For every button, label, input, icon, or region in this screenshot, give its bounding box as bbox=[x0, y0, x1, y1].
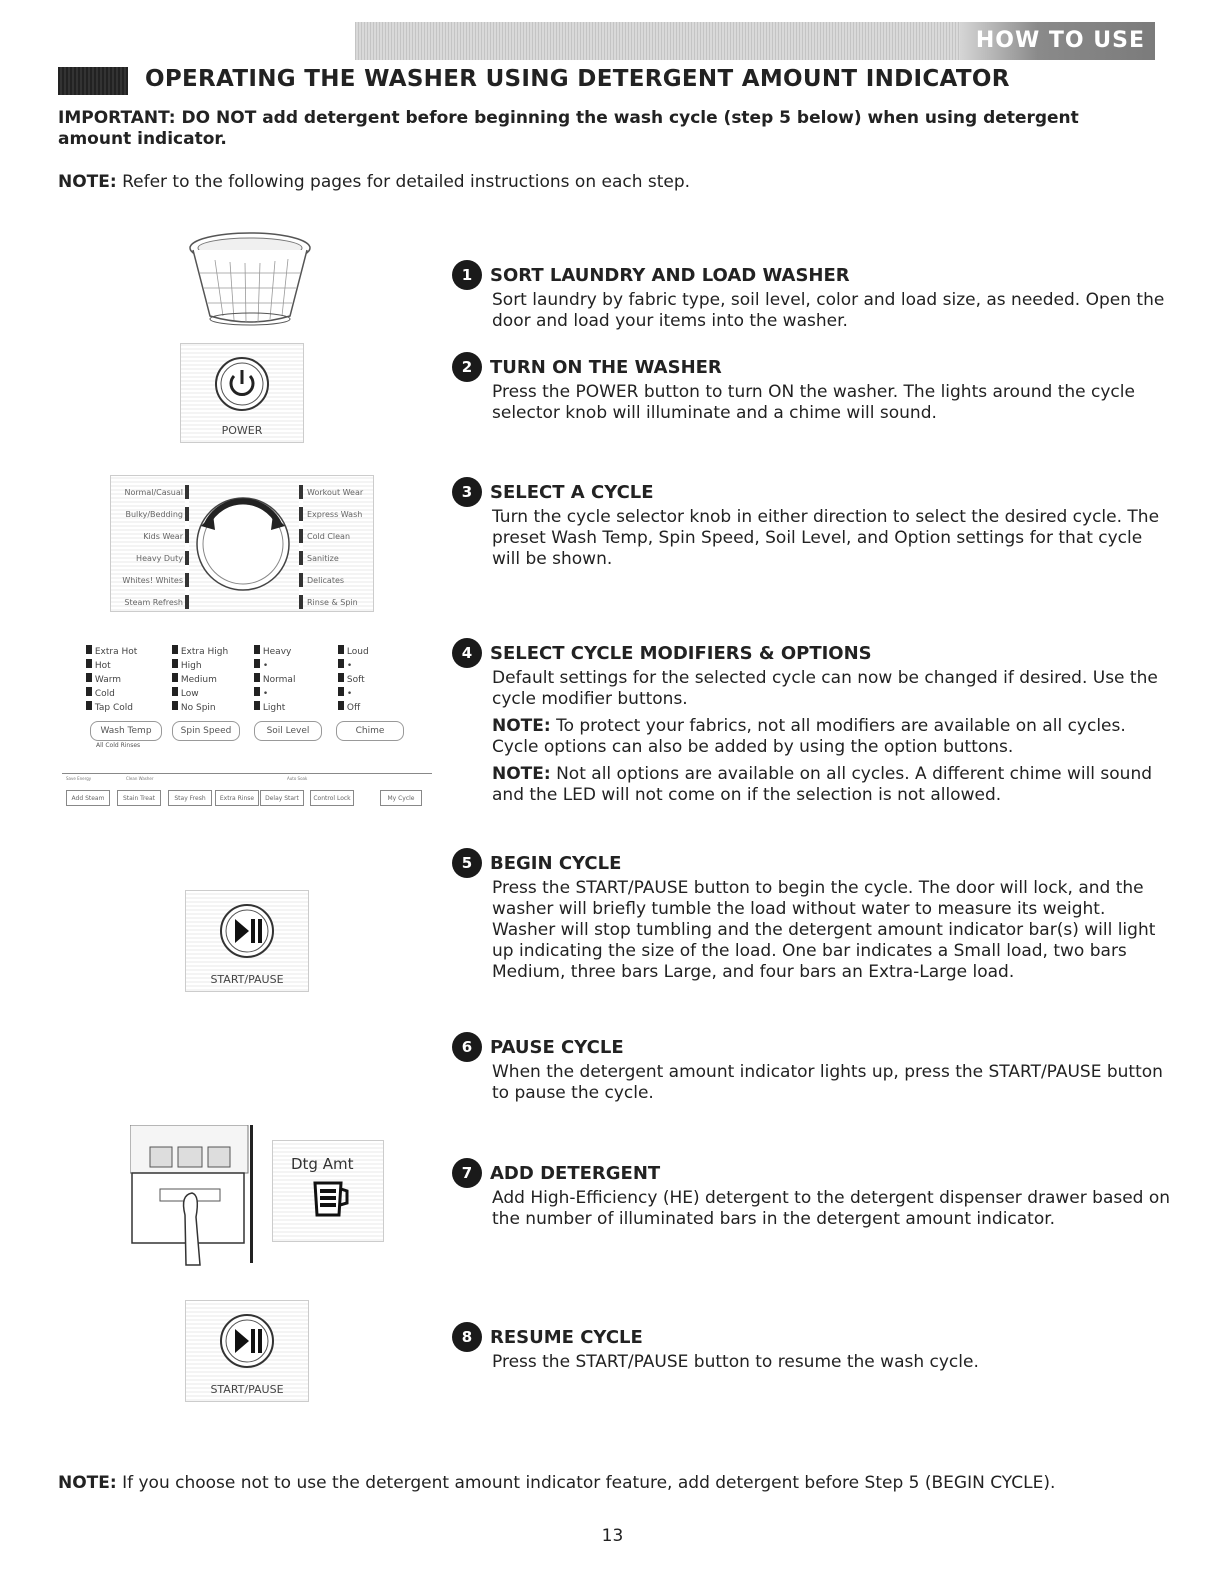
power-label: POWER bbox=[221, 424, 263, 437]
step-body: Press the POWER button to turn ON the washer. The lights around the cycle selector knob will illuminate and a chime will sound. bbox=[492, 382, 1135, 423]
step-title: RESUME CYCLE bbox=[490, 1326, 643, 1348]
step-3 bbox=[452, 477, 1172, 576]
option-tag: Auto Soak bbox=[287, 776, 308, 781]
step-body: Press the START/PAUSE button to begin the cycle. The door will lock, and the washer will briefly tumble the load without water to measure its weight. Washer will stop tumbling and the detergent amount indicator bar(s) will light up indicating the size of the load. One bar indicates a Small load, two bars Medium, three bars Large, and four bars an Extra-Large load. bbox=[492, 878, 1156, 982]
note-top-prefix: NOTE: bbox=[58, 172, 117, 192]
start-pause-label: START/PAUSE bbox=[210, 1383, 284, 1396]
chime-option: Loud bbox=[338, 645, 369, 659]
cycle-list-right bbox=[307, 482, 373, 614]
note-prefix: NOTE: bbox=[492, 764, 551, 784]
important-prefix: IMPORTANT: bbox=[58, 108, 176, 128]
wash-temp-button[interactable]: Wash Temp bbox=[90, 721, 162, 741]
temp-option: Cold bbox=[86, 687, 137, 701]
option-tag: Save Energy bbox=[66, 776, 92, 781]
soil-option: Heavy bbox=[254, 645, 295, 659]
chime-option: • bbox=[338, 659, 369, 673]
cycle-leds-right bbox=[299, 484, 303, 609]
step-body: Default settings for the selected cycle can now be changed if desired. Use the cycle modifier buttons. bbox=[492, 668, 1158, 709]
step-title: BEGIN CYCLE bbox=[490, 852, 622, 874]
spin-option: No Spin bbox=[172, 701, 228, 715]
note-top bbox=[58, 172, 690, 192]
cycle-option[interactable]: Delicates bbox=[307, 576, 345, 585]
stain-treat-button[interactable]: Stain Treat bbox=[117, 790, 161, 806]
note-text: Not all options are available on all cycles. A different chime will sound and the LED will not come on if the selection is not allowed. bbox=[492, 764, 1153, 805]
chime-button[interactable]: Chime bbox=[336, 721, 404, 741]
page-number: 13 bbox=[601, 1526, 624, 1546]
soil-option: • bbox=[254, 659, 295, 673]
important-text: DO NOT add detergent before beginning the wash cycle (step 5 below) when using detergent amount indicator. bbox=[58, 108, 1079, 149]
start-pause-panel-2 bbox=[185, 1300, 309, 1402]
cycle-option[interactable]: Kids Wear bbox=[143, 532, 183, 541]
laundry-basket-icon bbox=[185, 228, 315, 333]
extra-rinse-button[interactable]: Extra Rinse bbox=[215, 790, 259, 806]
temp-option: Tap Cold bbox=[86, 701, 137, 715]
step-number: 4 bbox=[452, 638, 482, 668]
note-prefix: NOTE: bbox=[492, 716, 551, 736]
chime-option: Off bbox=[338, 701, 369, 715]
cycle-list-left bbox=[111, 482, 183, 614]
step-5 bbox=[452, 848, 1172, 989]
detergent-drawer-icon bbox=[130, 1125, 250, 1270]
spin-speed-button[interactable]: Spin Speed bbox=[172, 721, 240, 741]
start-pause-label: START/PAUSE bbox=[210, 973, 284, 986]
step-6 bbox=[452, 1032, 1172, 1110]
cycle-leds-left bbox=[185, 484, 189, 609]
cycle-option[interactable]: Cold Clean bbox=[307, 532, 351, 541]
step-title: ADD DETERGENT bbox=[490, 1162, 661, 1184]
soil-option: Normal bbox=[254, 673, 295, 687]
modifier-panel bbox=[86, 645, 406, 755]
option-panel bbox=[62, 773, 432, 814]
step-number: 2 bbox=[452, 352, 482, 382]
step-title: SELECT A CYCLE bbox=[490, 481, 654, 503]
note-bottom bbox=[58, 1473, 1055, 1493]
dtg-amt-label: Dtg Amt bbox=[291, 1155, 354, 1173]
step-number: 5 bbox=[452, 848, 482, 878]
soil-option: • bbox=[254, 687, 295, 701]
cycle-option[interactable]: Heavy Duty bbox=[136, 554, 183, 563]
step-number: 6 bbox=[452, 1032, 482, 1062]
step-8 bbox=[452, 1322, 1172, 1379]
play-pause-icon[interactable] bbox=[219, 903, 275, 959]
spin-option: Extra High bbox=[172, 645, 228, 659]
cycle-option[interactable]: Whites! Whites bbox=[122, 576, 183, 585]
note-top-text: Refer to the following pages for detailed instructions on each step. bbox=[116, 172, 691, 192]
step-number: 3 bbox=[452, 477, 482, 507]
step-1 bbox=[452, 260, 1172, 338]
cycle-option[interactable]: Rinse & Spin bbox=[307, 598, 358, 607]
step-body: Turn the cycle selector knob in either direction to select the desired cycle. The preset Wash Temp, Spin Speed, Soil Level, and Option settings for that cycle will be shown. bbox=[492, 507, 1160, 569]
delay-start-button[interactable]: Delay Start bbox=[260, 790, 304, 806]
add-steam-button[interactable]: Add Steam bbox=[66, 790, 110, 806]
power-panel bbox=[180, 343, 304, 443]
step-number: 7 bbox=[452, 1158, 482, 1188]
chime-option: Soft bbox=[338, 673, 369, 687]
cycle-option[interactable]: Workout Wear bbox=[307, 488, 364, 497]
start-pause-panel bbox=[185, 890, 309, 992]
section-header: HOW TO USE bbox=[975, 28, 1145, 53]
temp-option: Warm bbox=[86, 673, 137, 687]
temp-option: Hot bbox=[86, 659, 137, 673]
chime-option: • bbox=[338, 687, 369, 701]
soil-list bbox=[254, 645, 295, 715]
cycle-option[interactable]: Express Wash bbox=[307, 510, 363, 519]
step-note bbox=[492, 764, 1172, 806]
step-body: When the detergent amount indicator lights up, press the START/PAUSE button to pause the cycle. bbox=[492, 1062, 1163, 1103]
spin-option: Low bbox=[172, 687, 228, 701]
divider bbox=[250, 1125, 253, 1263]
soil-option: Light bbox=[254, 701, 295, 715]
step-number: 8 bbox=[452, 1322, 482, 1352]
my-cycle-button[interactable]: My Cycle bbox=[380, 790, 422, 806]
detergent-cup-icon bbox=[311, 1179, 351, 1219]
step-note bbox=[492, 716, 1172, 758]
cycle-option[interactable]: Steam Refresh bbox=[124, 598, 183, 607]
step-body: Sort laundry by fabric type, soil level, color and load size, as needed. Open the door and load your items into the washer. bbox=[492, 290, 1165, 331]
step-body: Press the START/PAUSE button to resume the wash cycle. bbox=[492, 1352, 979, 1372]
power-button[interactable] bbox=[214, 356, 270, 412]
cycle-option[interactable]: Bulky/Bedding bbox=[125, 510, 183, 519]
step-4 bbox=[452, 638, 1172, 812]
step-title: SORT LAUNDRY AND LOAD WASHER bbox=[490, 264, 850, 286]
page-title: OPERATING THE WASHER USING DETERGENT AMOUNT INDICATOR bbox=[145, 66, 1010, 92]
cycle-knob[interactable] bbox=[193, 484, 293, 604]
note-bottom-prefix: NOTE: bbox=[58, 1473, 117, 1493]
spin-option: Medium bbox=[172, 673, 228, 687]
step-title: TURN ON THE WASHER bbox=[490, 356, 722, 378]
spin-option: High bbox=[172, 659, 228, 673]
note-text: To protect your fabrics, not all modifiers are available on all cycles. Cycle options can also be added by using the option buttons. bbox=[492, 716, 1126, 757]
note-bottom-text: If you choose not to use the detergent amount indicator feature, add detergent before Step 5 (BEGIN CYCLE). bbox=[116, 1473, 1056, 1493]
soil-level-button[interactable]: Soil Level bbox=[254, 721, 322, 741]
step-body: Add High-Efficiency (HE) detergent to the detergent dispenser drawer based on the number of illuminated bars in the detergent amount indicator. bbox=[492, 1188, 1171, 1229]
cycle-option[interactable]: Normal/Casual bbox=[124, 488, 183, 497]
stay-fresh-button[interactable]: Stay Fresh bbox=[168, 790, 212, 806]
temp-option: Extra Hot bbox=[86, 645, 137, 659]
option-tag: Clean Washer bbox=[126, 776, 154, 781]
cycle-option[interactable]: Sanitize bbox=[307, 554, 339, 563]
cycle-selector-panel bbox=[110, 475, 374, 612]
step-title: PAUSE CYCLE bbox=[490, 1036, 624, 1058]
step-number: 1 bbox=[452, 260, 482, 290]
all-cold-rinses-label: All Cold Rinses bbox=[96, 742, 141, 749]
step-title: SELECT CYCLE MODIFIERS & OPTIONS bbox=[490, 642, 872, 664]
temp-list bbox=[86, 645, 137, 715]
play-pause-icon[interactable] bbox=[219, 1313, 275, 1369]
important-notice bbox=[58, 108, 1138, 150]
step-7 bbox=[452, 1158, 1172, 1236]
control-lock-button[interactable]: Control Lock bbox=[310, 790, 354, 806]
dtg-amt-panel bbox=[272, 1140, 384, 1242]
spin-list bbox=[172, 645, 228, 715]
title-marker bbox=[58, 67, 128, 95]
chime-list bbox=[338, 645, 369, 715]
step-2 bbox=[452, 352, 1172, 430]
